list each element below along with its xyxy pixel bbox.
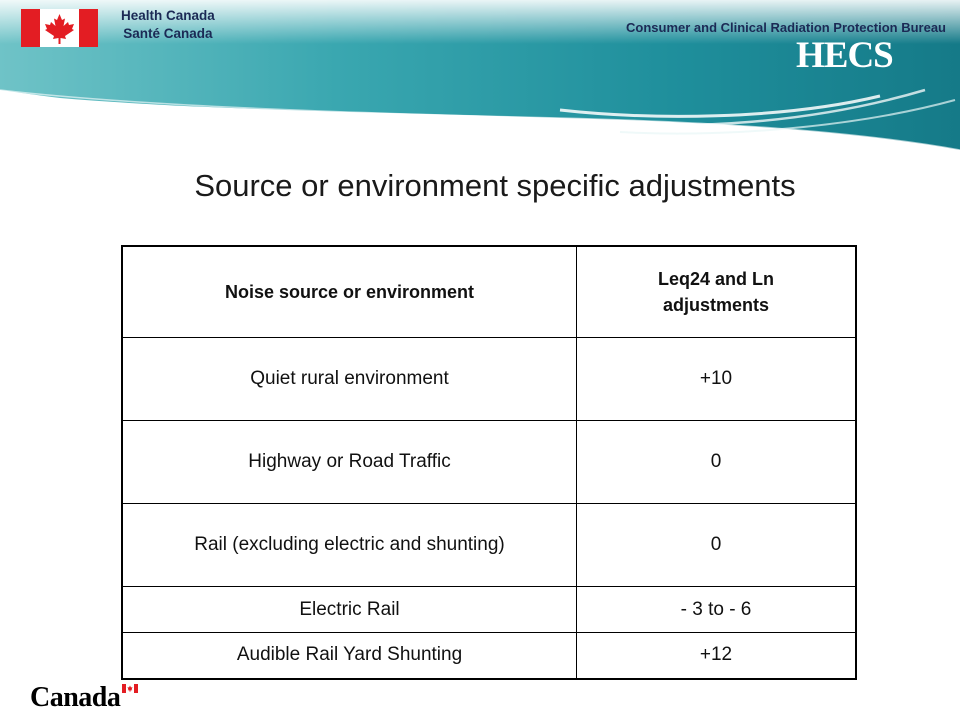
wordmark-flag-icon <box>122 684 138 693</box>
adjustment-cell: +12 <box>577 633 857 679</box>
canada-wordmark: Canada <box>30 682 121 713</box>
adjustment-cell: 0 <box>577 421 857 504</box>
table-row <box>122 338 856 421</box>
department-name-fr: Santé Canada <box>123 26 213 41</box>
source-cell: Quiet rural environment <box>122 338 577 421</box>
column-header-adjustment-text: Leq24 and Ln adjustments <box>657 269 774 315</box>
column-header-source: Noise source or environment <box>122 246 577 338</box>
table-row <box>122 587 856 633</box>
source-cell: Audible Rail Yard Shunting <box>122 633 577 679</box>
table-row <box>122 421 856 504</box>
bureau-name: Consumer and Clinical Radiation Protection Bureau <box>626 20 946 35</box>
table-header-row <box>122 246 856 338</box>
adjustments-table <box>121 245 857 680</box>
adjustment-cell: +10 <box>577 338 857 421</box>
adjustment-cell: 0 <box>577 504 857 587</box>
canada-flag-icon <box>21 9 98 47</box>
column-header-adjustment <box>577 246 857 338</box>
adjustment-cell: - 3 to - 6 <box>577 587 857 633</box>
table-row <box>122 633 856 679</box>
slide-title: Source or environment specific adjustments <box>194 168 796 203</box>
source-cell: Rail (excluding electric and shunting) <box>122 504 577 587</box>
source-cell: Electric Rail <box>122 587 577 633</box>
department-name-en: Health Canada <box>121 8 215 23</box>
department-name <box>121 7 215 43</box>
source-cell: Highway or Road Traffic <box>122 421 577 504</box>
hecs-logo: HECS <box>796 35 893 76</box>
table-row <box>122 504 856 587</box>
